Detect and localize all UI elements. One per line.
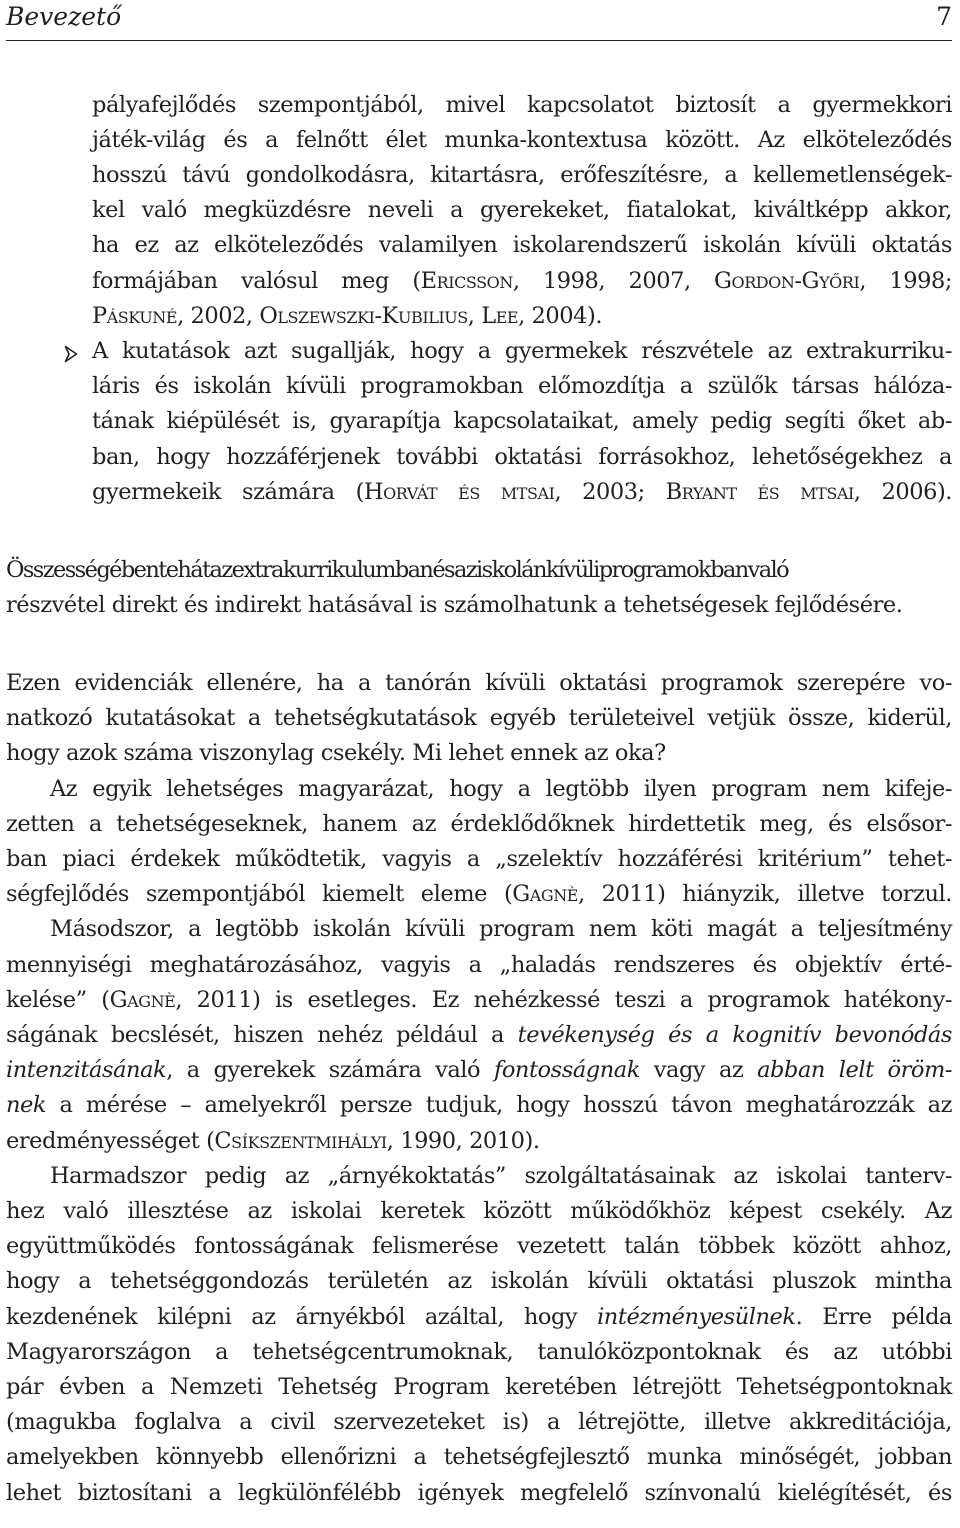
text-line: Összességébentehátazextrakurrikulumbanésaziskolánkívüliprogramokbanvaló <box>6 557 789 583</box>
text-line: intenzitásának, a gyerekek számára való fontosságnak vagy az abban lelt öröm- <box>6 1057 953 1083</box>
text-line: részvétel direkt és indirekt hatásával is számolhatunk a tehetségesek fejlődésére. <box>6 592 903 618</box>
text-line: Magyarországon a tehetségcentrumoknak, tanulóközpontoknak és az utóbbi <box>6 1339 952 1365</box>
page-number: 7 <box>936 2 952 31</box>
text-line: Harmadszor pedig az „árnyékoktatás” szolgáltatásainak az iskolai tanterv- <box>50 1163 952 1189</box>
text-line: hogy a tehetséggondozás területén az iskolán kívüli oktatási pluszok mintha <box>6 1268 952 1294</box>
text-line: tának kiépülését is, gyarapítja kapcsolataikat, amely pedig segíti őket ab- <box>92 408 952 434</box>
text-line: Ezen evidenciák ellenére, ha a tanórán kívüli oktatási programok szerepére vo- <box>6 670 952 696</box>
text-line: hez való illesztése az iskolai keretek között működőkhöz képest csekély. Az <box>6 1198 952 1224</box>
text-line: nek a mérése – amelyekről persze tudjuk, hogy hosszú távon meghatározzák az <box>6 1092 952 1118</box>
text-line: ségfejlődés szempontjából kiemelt eleme (Gagnè, 2011) hiányzik, illetve torzul. <box>6 881 952 907</box>
text-line: lehet biztosítani a legkülönfélébb igények megfelelő színvonalú kielégítését, és <box>6 1480 952 1506</box>
text-line: eredményességet (Csíkszentmihályi, 1990, 2010). <box>6 1128 540 1154</box>
arrowhead-icon <box>64 345 78 363</box>
text-line: zetten a tehetségeseknek, hanem az érdeklődőknek hirdettetik meg, és elsősor- <box>6 811 952 837</box>
page-header <box>6 0 952 44</box>
text-line: A kutatások azt sugallják, hogy a gyermekek részvétele az extrakurriku- <box>92 338 952 364</box>
text-line: (magukba foglalva a civil szervezeteket is) a létrejötte, illetve akkreditációja, <box>6 1409 952 1435</box>
text-line: ságának becslését, hiszen nehéz például a tevékenység és a kognitív bevonódás <box>6 1022 952 1048</box>
text-line: Másodszor, a legtöbb iskolán kívüli program nem köti magát a teljesítmény <box>50 916 952 942</box>
text-line: gyermekeik számára (Horvát és mtsai, 2003; Bryant és mtsai, 2006). <box>92 479 952 505</box>
text-line: amelyekben könnyebb ellenőrizni a tehetségfejlesztő munka minőségét, jobban <box>6 1444 952 1470</box>
text-line: kelése” (Gagnè, 2011) is esetleges. Ez nehézkessé teszi a programok hatékony- <box>6 987 952 1013</box>
text-line: együttműködés fontosságának felismerése vezetett talán többek között ahhoz, <box>6 1233 952 1259</box>
text-line: pályafejlődés szempontjából, mivel kapcsolatot biztosít a gyermekkori <box>92 92 952 118</box>
text-line: mennyiségi meghatározásához, vagyis a „haladás rendszeres és objektív érté- <box>6 952 952 978</box>
text-line: Az egyik lehetséges magyarázat, hogy a legtöbb ilyen program nem kifeje- <box>50 776 952 802</box>
running-title: Bevezető <box>6 2 122 31</box>
text-line: natkozó kutatásokat a tehetségkutatások egyéb területeivel vetjük össze, kiderül, <box>6 705 952 731</box>
text-line: hogy azok száma viszonylag csekély. Mi lehet ennek az oka? <box>6 740 666 766</box>
text-line: hosszú távú gondolkodásra, kitartásra, erőfeszítésre, a kellemetlenségek- <box>92 162 952 188</box>
text-line: Páskuné, 2002, Olszewszki-Kubilius, Lee, 2004). <box>92 303 603 329</box>
text-line: ban, hogy hozzáférjenek további oktatási forrásokhoz, lehetőségekhez a <box>92 444 952 470</box>
text-line: láris és iskolán kívüli programokban előmozdítja a szülők társas hálóza- <box>92 373 952 399</box>
text-line: játék-világ és a felnőtt élet munka-kontextusa között. Az elköteleződés <box>92 127 952 153</box>
text-line: ha ez az elköteleződés valamilyen iskolarendszerű iskolán kívüli oktatás <box>92 232 952 258</box>
text-line: kezdenének kilépni az árnyékból azáltal, hogy intézményesülnek. Erre példa <box>6 1304 953 1330</box>
text-line: kel való megküzdésre neveli a gyerekeket, fiatalokat, kiváltképp akkor, <box>92 197 952 223</box>
text-line: pár évben a Nemzeti Tehetség Program keretében létrejött Tehetségpontoknak <box>6 1374 952 1400</box>
text-line: formájában valósul meg (Ericsson, 1998, 2007, Gordon-Győri, 1998; <box>92 268 952 294</box>
text-line: ban piaci érdekek működtetik, vagyis a „szelektív hozzáférési kritérium” tehet- <box>6 846 952 872</box>
header-rule <box>6 40 952 41</box>
